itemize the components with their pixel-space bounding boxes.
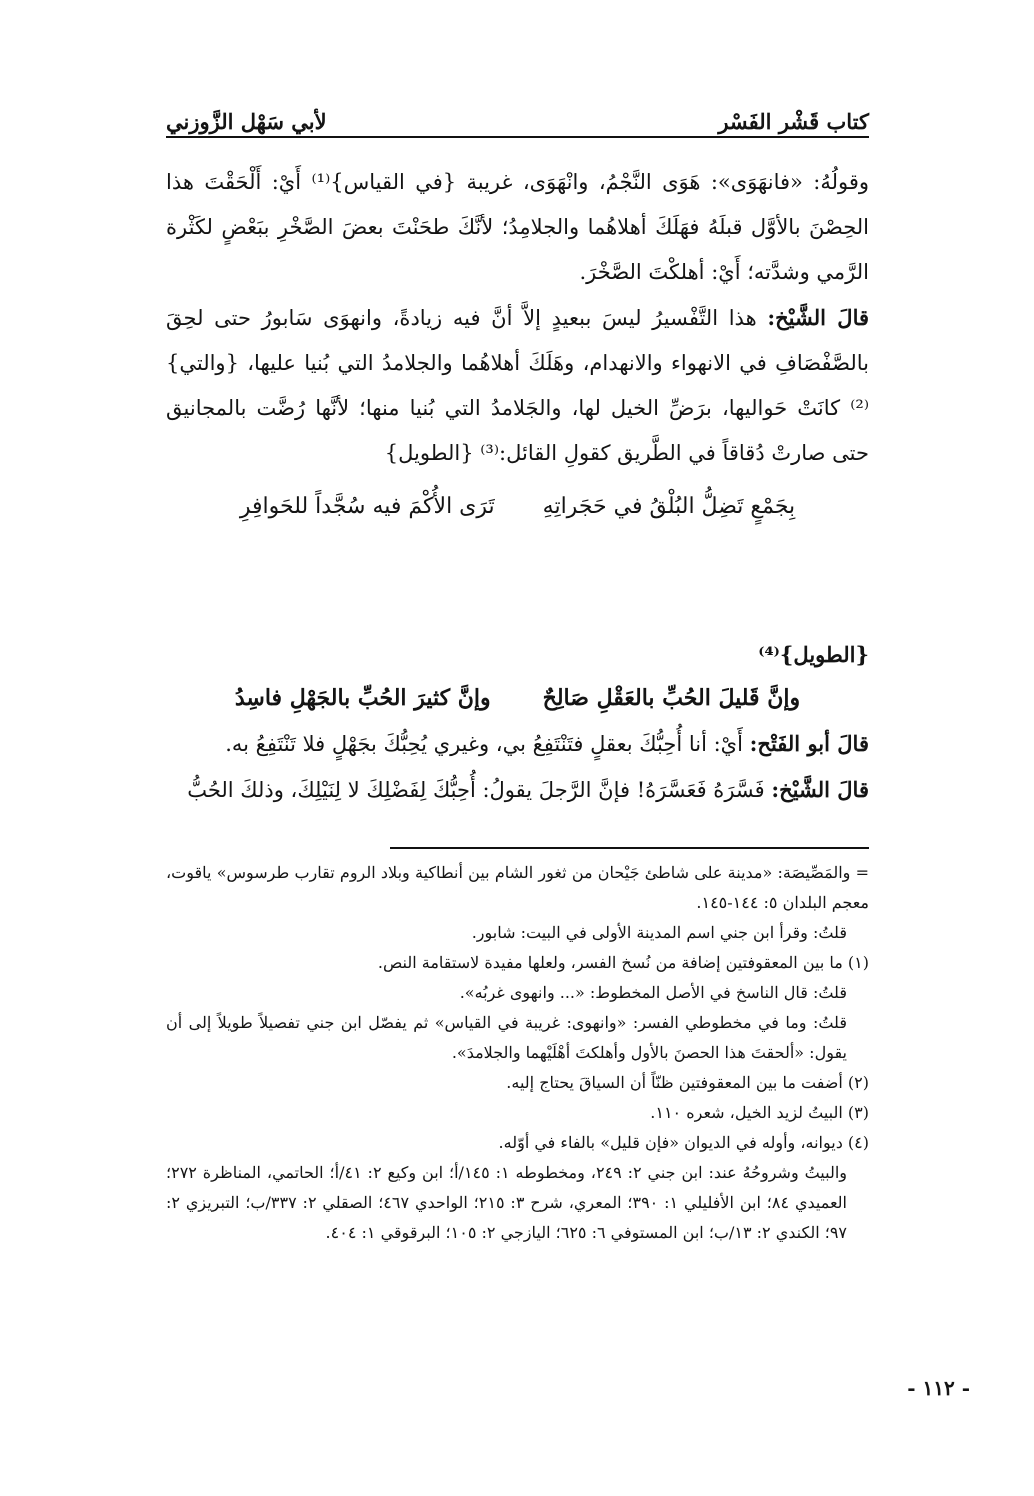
paragraph-1: وقولُهُ: «فانهَوَى»: هَوَى النَّجْمُ، وانْهَوَى، غريبة {في القياس}⁽¹⁾ أَيْ: أَلْحَقْتَ هذا الحِصْنَ بالأوَّل قبلَهُ فهَلَكَ أهلاهُما والجلامِدُ؛ لأنَّكَ طحَنْتَ بعضَ الصَّخْرِ ببَعْضٍ لكَثْرة الرَّمي وشدَّته؛ أَيْ: أهلكْتَ الصَّخْرَ. [166, 170, 870, 284]
author-name: لأبي سَهْل الزَّوزني [166, 109, 327, 134]
paragraph-3 [166, 721, 869, 767]
paragraph-3-text: أَيْ: أنا أُحِبُّكَ بعقلٍ فتَنْتَفِعُ بي، وغيري يُحِبُّكَ بجَهْلٍ فلا تَنْتَفِعُ به. [225, 732, 743, 756]
verse-2-second-hemistich: وإنَّ كثيرَ الحُبِّ بالجَهْلِ فاسِدُ [234, 685, 491, 711]
footnote-sources: والبيتُ وشروحُهُ عند: ابن جني ٢: ٢٤٩، ومخطوطه ١: ١٤٥/أ؛ ابن وكيع ٢: ٤١/أ؛ الحاتمي، المناظرة ٢٧٢؛ العميدي ٨٤؛ ابن الأفليلي ١: ٣٩٠؛ المعري، شرح ٣: ٢١٥؛ الواحدي ٤٦٧؛ الصقلي ٢: ٣٣٧/ب؛ التبريزي ٢: ٩٧؛ الكندي ٢: ١٣/ب؛ ابن المستوفي ٦: ٦٢٥؛ اليازجي ٢: ١٠٥؛ البرقوقي ١: ٤٠٤. [166, 1163, 847, 1242]
meter-label: {الطويل}⁽⁴⁾ [758, 642, 869, 667]
footnote-3: (٣) البيتُ لزيد الخيل، شعره ١١٠. [650, 1103, 869, 1122]
paragraph-2-text: هذا التَّفْسيرُ ليسَ ببعيدٍ إلاَّ أنَّ فيه زيادةً، وانهوَى سَابورُ حتى لحِقَ بالصَّفْصَافِ في الانهواء والانهدام، وهَلَكَ أهلاهُما والجلامدُ التي بُنيا عليها، {والتي}⁽²⁾ كانَتْ حَواليها، برَضِّ الخيل لها، والجَلامدُ التي بُنيا منها؛ لأنَّها رُضَّت بالمجانيق حتى صارتْ دُقاقاً في الطَّريق كقولِ القائل:⁽³⁾ {الطويل} [166, 306, 869, 465]
book-title: كتاب قَشْر الفَسْر [718, 109, 869, 134]
header-divider [166, 136, 869, 138]
page-number: - ١١٢ - [907, 1376, 970, 1400]
footnote-continuation: = والمَصِّيصَة: «مدينة على شاطئ جَيْحان من ثغور الشام بين أنطاكية وبلاد الروم تقارب طرسوس» ياقوت، معجم البلدان ٥: ١٤٤-١٤٥. [166, 863, 869, 912]
footnote-note: قلتُ: وما في مخطوطي الفسر: «وانهوى: غريبة في القياس» ثم يفصّل ابن جني تفصيلاً طويلاً إلى أن يقول: «ألحقتَ هذا الحصنَ بالأول وأهلكتَ أهْلَيْهما والجلامدَ». [166, 1013, 847, 1062]
verse-1 [166, 482, 869, 532]
verse-1-first-hemistich: بِجَمْعٍ تَضِلُّ البُلْقُ في حَجَراتِهِ [542, 494, 796, 519]
speaker-label: قالَ الشَّيْخ: [771, 777, 869, 802]
main-text [166, 160, 869, 532]
verse-1-second-hemistich: تَرَى الأُكْمَ فيه سُجَّداً للحَوافِرِ [239, 494, 495, 519]
section-2 [166, 635, 869, 813]
running-header [166, 96, 869, 134]
paragraph-4-text: فَسَّرَهُ فَعَسَّرَهُ! فإنَّ الرَّجلَ يقولُ: أُحِبُّكَ لِفَضْلِكَ لا لِنَيْلِكَ، وذلكَ الحُبُّ [187, 778, 765, 802]
footnote-1: (١) ما بين المعقوفتين إضافة من نُسخ الفسر، ولعلها مفيدة لاستقامة النص. [377, 953, 869, 972]
footnote-note: قلتُ: قال الناسخ في الأصل المخطوط: «... وانهوى غربُه». [459, 983, 847, 1002]
speaker-label: قالَ الشَّيْخ: [767, 305, 870, 330]
footnotes [166, 858, 869, 1248]
footnote-2: (٢) أضفت ما بين المعقوفتين ظنّاً أن السياقَ يحتاج إليه. [506, 1073, 869, 1092]
speaker-label: قالَ أبو الفَتْح: [749, 731, 869, 756]
verse-2 [166, 675, 869, 721]
footnote-note: قلتُ: وقرأ ابن جني اسم المدينة الأولى في البيت: شابور. [471, 923, 847, 942]
verse-2-first-hemistich: وإنَّ قَليلَ الحُبِّ بالعَقْلِ صَالِحٌ [542, 685, 801, 711]
footnote-divider [390, 847, 869, 849]
footnote-4: (٤) ديوانه، وأوله في الديوان «فإن قليل» بالفاء في أوّله. [498, 1133, 869, 1152]
paragraph-2 [166, 295, 869, 476]
paragraph-4 [166, 767, 869, 813]
